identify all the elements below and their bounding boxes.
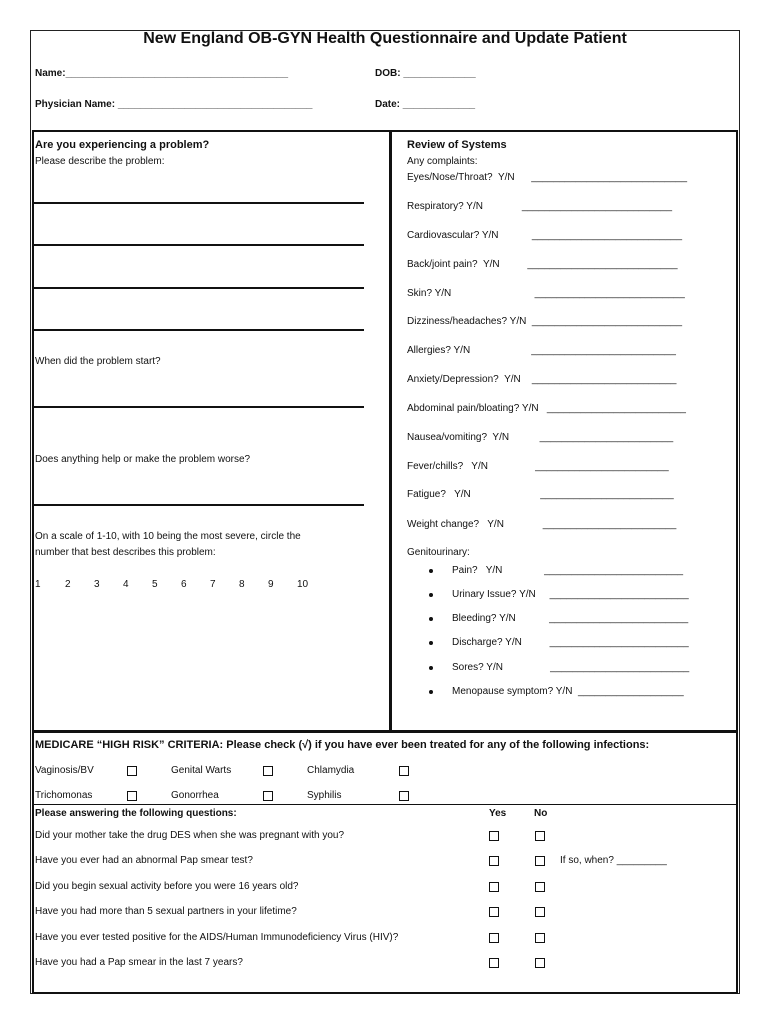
yes-header: Yes <box>489 808 507 819</box>
review-item[interactable]: Fever/chills? Y/N ________________________ <box>407 461 669 472</box>
yes-checkbox[interactable] <box>489 856 499 866</box>
review-item[interactable]: Skin? Y/N ___________________________ <box>407 288 685 299</box>
bullet-icon <box>429 690 433 694</box>
genito-item[interactable]: Sores? Y/N _________________________ <box>452 662 690 673</box>
scale-number[interactable]: 7 <box>210 579 216 590</box>
scale-instruction-1: On a scale of 1-10, with 10 being the most severe, circle the <box>35 531 301 542</box>
review-item[interactable]: Allergies? Y/N __________________________ <box>407 345 676 356</box>
infection-label: Syphilis <box>307 790 342 801</box>
scale-instruction-2: number that best describes this problem: <box>35 547 216 558</box>
question-text: Did you begin sexual activity before you were 16 years old? <box>35 881 299 892</box>
yes-checkbox[interactable] <box>489 831 499 841</box>
scale-number[interactable]: 5 <box>152 579 158 590</box>
no-checkbox[interactable] <box>535 958 545 968</box>
genito-item[interactable]: Pain? Y/N _________________________ <box>452 565 684 576</box>
review-item[interactable]: Respiratory? Y/N ___________________________ <box>407 201 673 212</box>
no-header: No <box>534 808 548 819</box>
physician-field-label[interactable]: Physician Name: ___________________________________ <box>35 99 313 110</box>
bullet-icon <box>429 666 433 670</box>
yes-checkbox[interactable] <box>489 882 499 892</box>
review-item[interactable]: Cardiovascular? Y/N ___________________________ <box>407 230 683 241</box>
yes-checkbox[interactable] <box>489 958 499 968</box>
bullet-icon <box>429 641 433 645</box>
infection-checkbox[interactable] <box>127 791 137 801</box>
no-checkbox[interactable] <box>535 882 545 892</box>
question-text: Did your mother take the drug DES when she was pregnant with you? <box>35 830 345 841</box>
infection-checkbox[interactable] <box>127 766 137 776</box>
describe-label: Please describe the problem: <box>35 156 165 167</box>
answer-line[interactable] <box>34 504 364 506</box>
answer-line[interactable] <box>34 287 364 289</box>
question-text: Have you ever had an abnormal Pap smear test? <box>35 855 253 866</box>
genito-item[interactable]: Menopause symptom? Y/N ___________________ <box>452 686 684 697</box>
review-item[interactable]: Anxiety/Depression? Y/N __________________________ <box>407 374 677 385</box>
scale-number[interactable]: 1 <box>35 579 41 590</box>
no-checkbox[interactable] <box>535 856 545 866</box>
review-heading: Review of Systems <box>407 139 507 151</box>
infection-checkbox[interactable] <box>263 766 273 776</box>
scale-number[interactable]: 2 <box>65 579 71 590</box>
infection-label: Gonorrhea <box>171 790 219 801</box>
scale-number[interactable]: 3 <box>94 579 100 590</box>
scale-number[interactable]: 4 <box>123 579 129 590</box>
if-so-when-field[interactable]: If so, when? _________ <box>560 855 667 866</box>
scale-number[interactable]: 10 <box>297 579 309 590</box>
problem-heading: Are you experiencing a problem? <box>35 139 210 151</box>
scale-number[interactable]: 9 <box>268 579 274 590</box>
bullet-icon <box>429 617 433 621</box>
review-item[interactable]: Eyes/Nose/Throat? Y/N ____________________________ <box>407 172 688 183</box>
genito-item[interactable]: Discharge? Y/N _________________________ <box>452 637 689 648</box>
help-label: Does anything help or make the problem worse? <box>35 454 251 465</box>
yes-checkbox[interactable] <box>489 933 499 943</box>
review-item[interactable]: Dizziness/headaches? Y/N ___________________________ <box>407 316 683 327</box>
genito-item[interactable]: Bleeding? Y/N _________________________ <box>452 613 689 624</box>
when-label: When did the problem start? <box>35 356 161 367</box>
no-checkbox[interactable] <box>535 831 545 841</box>
review-item[interactable]: Weight change? Y/N ________________________ <box>407 519 677 530</box>
problem-section <box>32 130 391 732</box>
bullet-icon <box>429 569 433 573</box>
bullet-icon <box>429 593 433 597</box>
review-item[interactable]: Abdominal pain/bloating? Y/N _________________________ <box>407 403 686 414</box>
infection-label: Genital Warts <box>171 765 232 776</box>
scale-number[interactable]: 8 <box>239 579 245 590</box>
question-text: Have you had more than 5 sexual partners in your lifetime? <box>35 906 297 917</box>
date-field-label[interactable]: Date: _____________ <box>375 99 476 110</box>
review-item[interactable]: Fatigue? Y/N ________________________ <box>407 489 674 500</box>
answer-line[interactable] <box>34 329 364 331</box>
yes-checkbox[interactable] <box>489 907 499 917</box>
infection-checkbox[interactable] <box>399 791 409 801</box>
dob-field-label[interactable]: DOB: _____________ <box>375 68 476 79</box>
scale-number[interactable]: 6 <box>181 579 187 590</box>
answer-line[interactable] <box>34 202 364 204</box>
divider <box>32 804 738 805</box>
review-item[interactable]: Back/joint pain? Y/N ___________________________ <box>407 259 678 270</box>
name-field-label[interactable]: Name:________________________________________ <box>35 68 289 79</box>
infection-checkbox[interactable] <box>263 791 273 801</box>
answer-line[interactable] <box>34 244 364 246</box>
review-item[interactable]: Nausea/vomiting? Y/N ________________________ <box>407 432 674 443</box>
no-checkbox[interactable] <box>535 933 545 943</box>
medicare-heading: MEDICARE “HIGH RISK” CRITERIA: Please check (√) if you have ever been treated for any of the following infections: <box>35 739 650 751</box>
question-text: Have you had a Pap smear in the last 7 years? <box>35 957 243 968</box>
genitourinary-label: Genitourinary: <box>407 547 470 558</box>
infection-label: Chlamydia <box>307 765 355 776</box>
infection-label: Trichomonas <box>35 790 93 801</box>
any-complaints-label: Any complaints: <box>407 156 478 167</box>
answer-line[interactable] <box>34 406 364 408</box>
genito-item[interactable]: Urinary Issue? Y/N _________________________ <box>452 589 689 600</box>
page-title: New England OB-GYN Health Questionnaire and Update Patient <box>143 30 627 47</box>
question-text: Have you ever tested positive for the AIDS/Human Immunodeficiency Virus (HIV)? <box>35 932 399 943</box>
infection-label: Vaginosis/BV <box>35 765 94 776</box>
infection-checkbox[interactable] <box>399 766 409 776</box>
no-checkbox[interactable] <box>535 907 545 917</box>
questions-heading: Please answering the following questions: <box>35 808 237 819</box>
